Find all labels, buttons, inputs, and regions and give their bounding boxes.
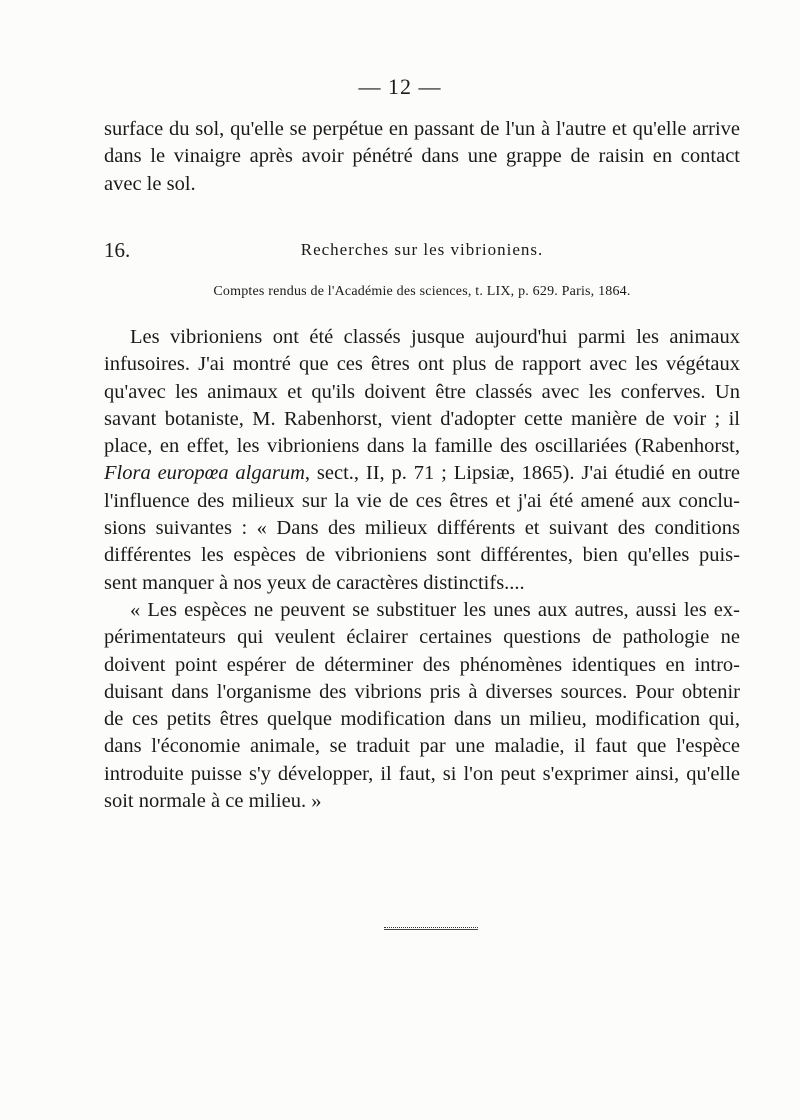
text-line: doivent point espérer de déterminer des phénomènes identiques en intro-: [104, 653, 740, 676]
text-line: dans le vinaigre après avoir pénétré dans une grappe de raisin en contact: [104, 145, 740, 168]
section-title: Recherches sur les vibrioniens.: [300, 240, 544, 259]
text-line: « Les espèces ne peuvent se substituer les unes aux autres, aussi les ex-: [130, 598, 740, 621]
text-line: surface du sol, qu'elle se perpétue en passant de l'un à l'autre et qu'elle arrive: [104, 118, 740, 140]
text-line: sent manquer à nos yeux de caractères distinctifs....: [104, 571, 525, 594]
text-fragment: , sect., II, p. 71 ; Lipsiæ, 1865). J'ai étudié en outre: [304, 462, 740, 485]
continuation-paragraph: [104, 116, 740, 198]
end-rule: [384, 927, 478, 930]
section-heading: [104, 236, 740, 266]
italic-title: Flora europœa algarum: [104, 462, 305, 485]
text-line: soit normale à ce milieu. »: [104, 790, 322, 813]
text-line: l'influence des milieux sur la vie de ces êtres et j'ai été amené aux conclu-: [104, 489, 740, 512]
text-line: introduite puisse s'y développer, il faut, si l'on peut s'exprimer ainsi, qu'elle: [104, 762, 740, 785]
section-number: 16.: [104, 238, 131, 262]
text-line: périmentateurs qui veulent éclairer certaines questions de pathologie ne: [104, 626, 740, 649]
text-line: qu'avec les animaux et qu'ils doivent être classés avec les conferves. Un: [104, 380, 740, 403]
text-line: infusoires. J'ai montré que ces êtres ont plus de rapport avec les végétaux: [104, 353, 740, 376]
text-line: savant botaniste, M. Rabenhorst, vient d'adopter cette manière de voir ; il: [104, 407, 740, 430]
text-line: avec le sol.: [104, 172, 196, 195]
text-line: différentes les espèces de vibrioniens sont différentes, bien qu'elles puis-: [104, 544, 740, 567]
section-citation: Comptes rendus de l'Académie des sciences, t. LIX, p. 629. Paris, 1864.: [213, 284, 631, 299]
text-line: sions suivantes : « Dans des milieux différents et suivant des conditions: [104, 517, 740, 540]
text-line: [104, 460, 740, 487]
body-text: [104, 324, 740, 815]
text-line: dans l'économie animale, se traduit par une maladie, il faut que l'espèce: [104, 735, 740, 758]
text-line: duisant dans l'organisme des vibrions pris à diverses sources. Pour obtenir: [104, 680, 740, 703]
text-line: place, en effet, les vibrioniens dans la famille des oscillariées (Rabenhorst,: [104, 435, 740, 458]
text-line: Les vibrioniens ont été classés jusque aujourd'hui parmi les animaux: [130, 326, 740, 348]
text-line: de ces petits êtres quelque modification dans un milieu, modification qui,: [104, 708, 740, 731]
page-number: — 12 —: [358, 74, 442, 99]
